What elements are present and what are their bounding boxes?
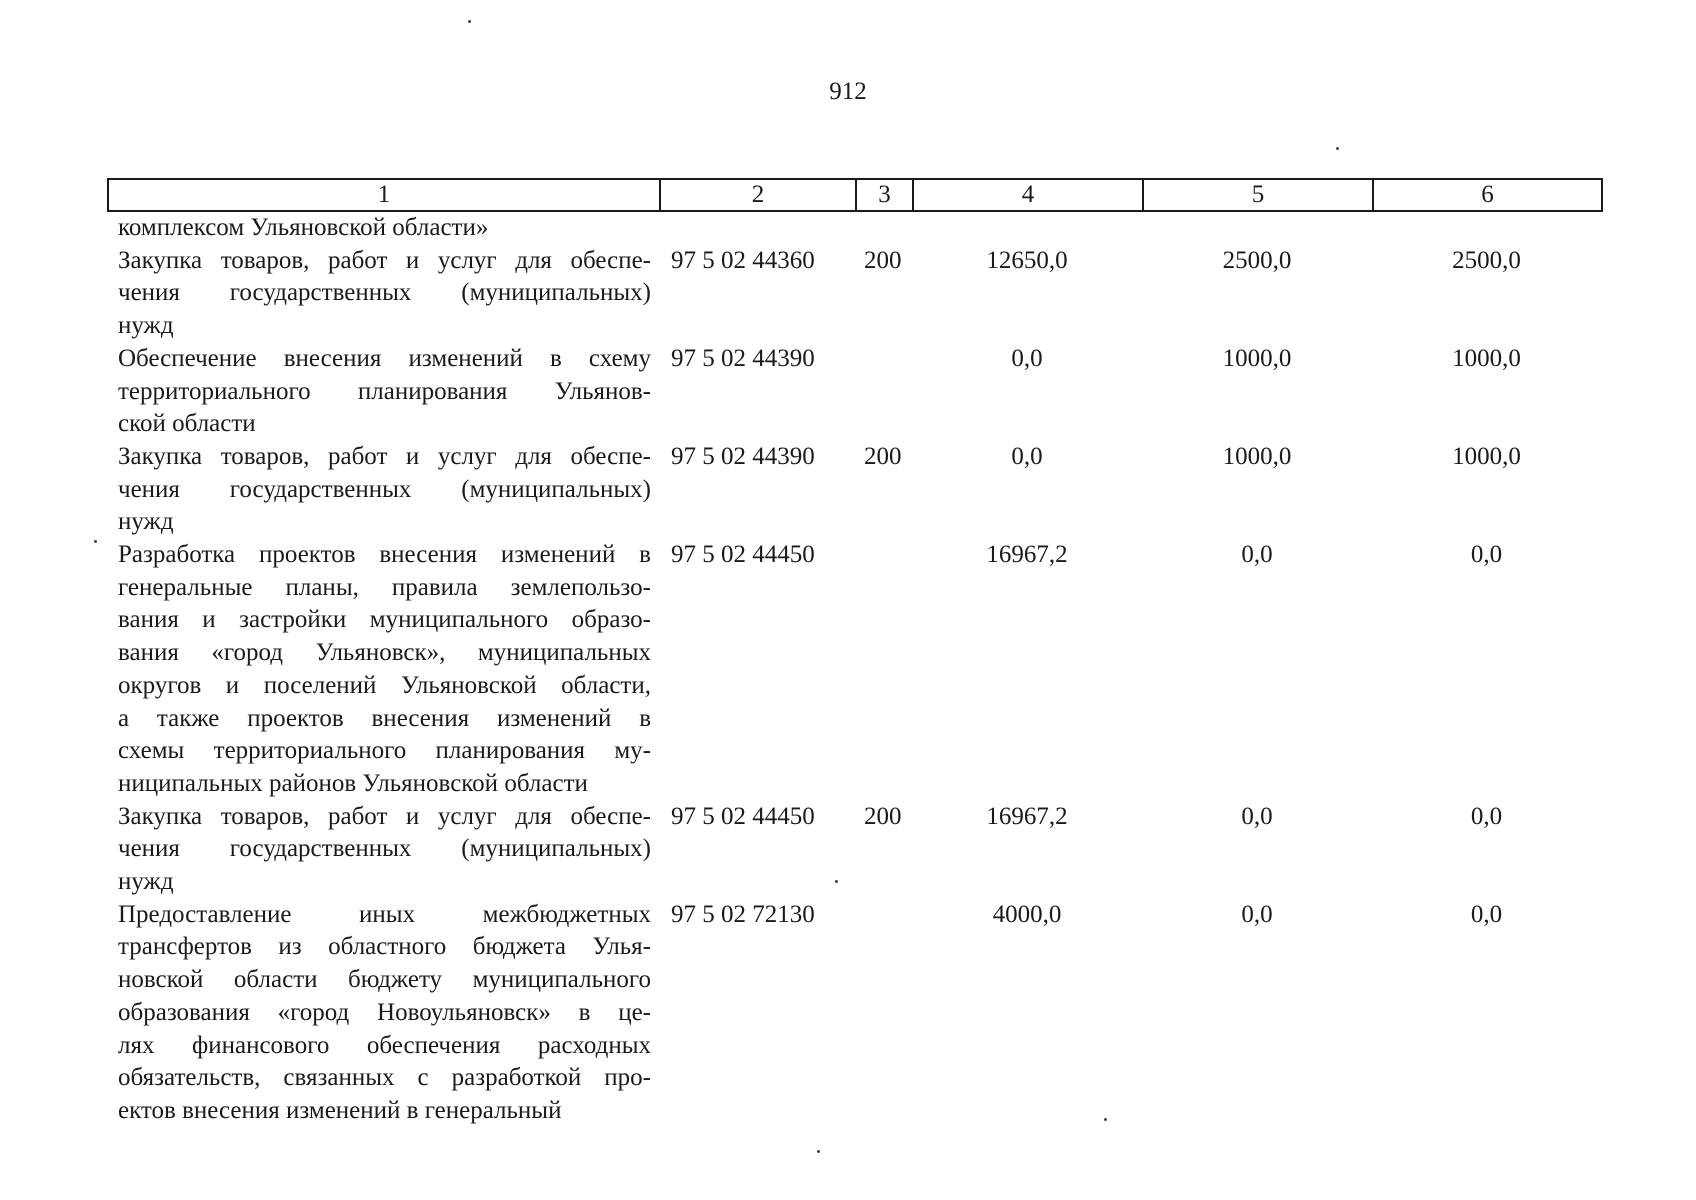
row-value-4: 16967,2 [986, 802, 1068, 830]
description-line: округов и поселений Ульяновской области, [118, 671, 651, 699]
row-description [107, 212, 659, 245]
row-expense-type [855, 899, 912, 1128]
description-line: генеральные планы, правила землепользо- [118, 573, 651, 601]
row-code: 97 5 02 44450 [671, 802, 815, 830]
description-line: Закупка товаров, работ и услуг для обеспе- [118, 246, 651, 274]
row-description [107, 245, 659, 343]
row-code: 97 5 02 44450 [671, 541, 815, 569]
row-description [107, 801, 659, 899]
scan-speck [1104, 1118, 1107, 1121]
header-col-1: 1 [108, 179, 660, 211]
description-line: новской области бюджету муниципального [118, 966, 651, 994]
scan-speck [1336, 147, 1339, 150]
description-line: ектов внесения изменений в генеральный [118, 1096, 562, 1124]
header-col-6: 6 [1373, 179, 1602, 211]
scan-speck [817, 1150, 820, 1153]
row-value-4: 4000,0 [992, 900, 1062, 928]
header-col-5: 5 [1143, 179, 1373, 211]
row-expense-type: 200 [864, 246, 902, 274]
description-line: ской области [118, 410, 256, 438]
row-code: 97 5 02 44360 [671, 246, 815, 274]
row-expense-type [855, 539, 912, 801]
row-expense-type [855, 212, 912, 245]
row-value-4: 0,0 [1011, 344, 1043, 372]
row-value-4 [912, 212, 1142, 245]
table-body [107, 212, 1601, 1128]
row-description [107, 539, 659, 801]
description-line: чения государственных (муниципальных) [118, 475, 651, 503]
table-row [107, 441, 1601, 539]
header-col-2: 2 [660, 179, 856, 211]
table-row [107, 801, 1601, 899]
budget-table [107, 212, 1601, 1128]
row-description [107, 343, 659, 441]
description-line: образования «город Новоульяновск» в це- [118, 998, 651, 1026]
scan-speck [835, 880, 838, 883]
row-expense-type [855, 343, 912, 441]
row-value-6: 0,0 [1470, 900, 1503, 928]
description-line: чения государственных (муниципальных) [118, 835, 651, 863]
header-row [108, 179, 1602, 211]
row-value-6: 1000,0 [1452, 344, 1521, 372]
table-row [107, 899, 1601, 1128]
description-line: Предоставление иных межбюджетных [118, 900, 651, 928]
row-description [107, 441, 659, 539]
row-value-6: 0,0 [1470, 541, 1503, 569]
row-value-5: 1000,0 [1222, 442, 1292, 470]
row-code [659, 212, 855, 245]
row-expense-type: 200 [864, 442, 902, 470]
page-number: 912 [829, 78, 867, 105]
scan-speck [94, 540, 97, 543]
description-line: Разработка проектов внесения изменений в [118, 541, 651, 569]
description-line: Обеспечение внесения изменений в схему [118, 344, 651, 372]
row-code: 97 5 02 72130 [671, 900, 815, 928]
row-value-6: 1000,0 [1452, 442, 1521, 470]
row-value-4: 16967,2 [986, 541, 1068, 569]
description-line: лях финансового обеспечения расходных [118, 1031, 651, 1059]
table-row [107, 212, 1601, 245]
row-value-6 [1372, 212, 1601, 245]
description-line: Закупка товаров, работ и услуг для обеспе- [118, 802, 651, 830]
description-line: вания и застройки муниципального образо- [118, 606, 651, 634]
description-line: комплексом Ульяновской области» [118, 214, 489, 241]
row-description [107, 899, 659, 1128]
description-line: нужд [118, 312, 174, 340]
row-value-5: 0,0 [1241, 541, 1273, 569]
row-code: 97 5 02 44390 [671, 344, 815, 372]
description-line: вания «город Ульяновск», муниципальных [118, 639, 651, 667]
description-line: а также проектов внесения изменений в [118, 704, 651, 732]
description-line: схемы территориального планирования му- [118, 737, 651, 765]
row-value-4: 0,0 [1011, 442, 1043, 470]
description-line: чения государственных (муниципальных) [118, 279, 651, 307]
row-value-4: 12650,0 [986, 246, 1068, 274]
description-line: нужд [118, 508, 174, 536]
row-code: 97 5 02 44390 [671, 442, 815, 470]
table-row [107, 343, 1601, 441]
table-header [107, 178, 1603, 212]
row-value-5: 2500,0 [1222, 246, 1292, 274]
description-line: нужд [118, 868, 174, 896]
row-value-6: 2500,0 [1452, 246, 1521, 274]
description-line: Закупка товаров, работ и услуг для обеспе- [118, 442, 651, 470]
description-line: ниципальных районов Ульяновской области [118, 769, 588, 797]
header-col-4: 4 [913, 179, 1143, 211]
description-line: территориального планирования Ульянов- [118, 377, 651, 405]
row-value-5: 1000,0 [1222, 344, 1292, 372]
row-value-6: 0,0 [1470, 802, 1503, 830]
table-row [107, 539, 1601, 801]
row-value-5: 0,0 [1241, 900, 1273, 928]
row-value-5: 0,0 [1241, 802, 1273, 830]
description-line: обязательств, связанных с разработкой про- [118, 1064, 651, 1092]
row-expense-type: 200 [864, 802, 902, 830]
header-col-3: 3 [856, 179, 913, 211]
row-value-5 [1142, 212, 1372, 245]
description-line: трансфертов из областного бюджета Улья- [118, 933, 651, 961]
table-row [107, 245, 1601, 343]
scan-speck [468, 20, 471, 23]
